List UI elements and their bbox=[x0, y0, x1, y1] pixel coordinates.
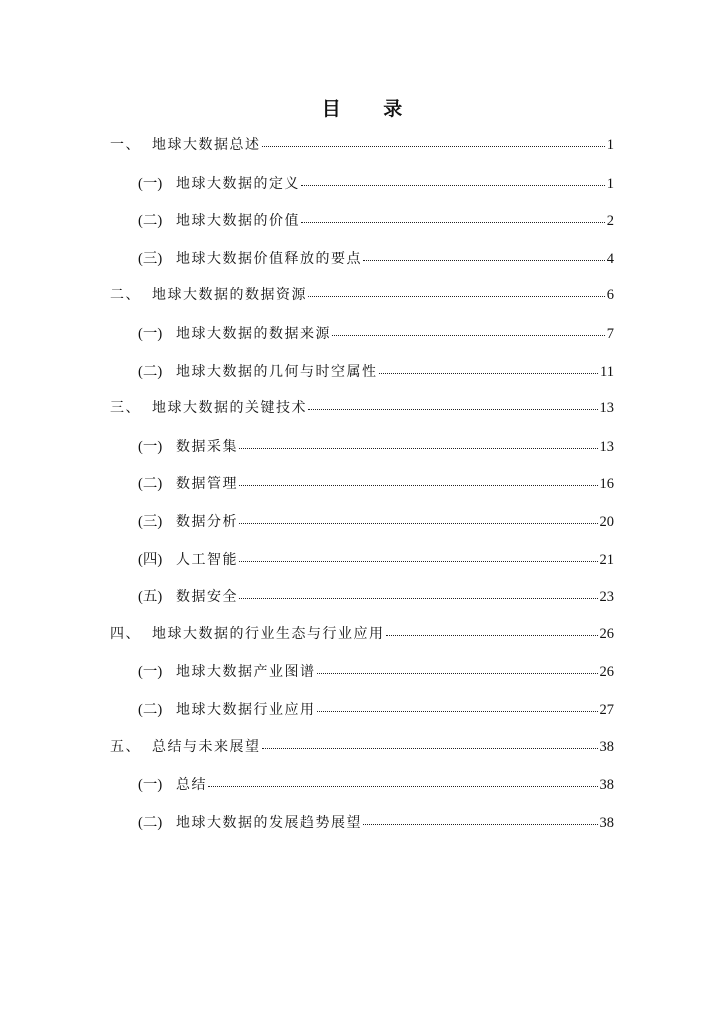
toc-entry-number: (一) bbox=[138, 664, 163, 681]
toc-section-entry[interactable] bbox=[110, 736, 614, 760]
toc-entry-number: 一、 bbox=[110, 137, 141, 153]
toc-subsection-entry[interactable] bbox=[138, 510, 614, 534]
toc-subsection-entry[interactable] bbox=[138, 773, 614, 797]
toc-entry-label: 数据采集 bbox=[176, 438, 238, 455]
toc-entry-page-number: 20 bbox=[599, 514, 614, 530]
toc-dot-leader bbox=[332, 324, 605, 338]
toc-dot-leader bbox=[308, 398, 598, 412]
toc-entry-number: 五、 bbox=[110, 738, 141, 755]
toc-dot-leader bbox=[262, 135, 605, 149]
toc-subsection-entry[interactable] bbox=[138, 360, 614, 384]
toc-entry-number: (一) bbox=[138, 438, 163, 455]
toc-entry-page-number: 11 bbox=[600, 363, 614, 380]
toc-subsection-entry[interactable] bbox=[138, 247, 614, 271]
toc-dot-leader bbox=[239, 587, 598, 601]
toc-dot-leader bbox=[386, 624, 598, 638]
toc-entry-page-number: 26 bbox=[599, 664, 614, 681]
toc-dot-leader bbox=[301, 211, 605, 225]
toc-subsection-entry[interactable] bbox=[138, 435, 614, 459]
toc-subsection-entry[interactable] bbox=[138, 660, 614, 684]
toc-title: 目 录 bbox=[321, 98, 421, 120]
toc-entry-label: 地球大数据的价值 bbox=[176, 213, 300, 230]
toc-dot-leader bbox=[363, 249, 605, 263]
toc-entry-label: 数据安全 bbox=[176, 589, 238, 606]
toc-dot-leader bbox=[239, 437, 598, 451]
toc-entry-page-number: 27 bbox=[599, 702, 614, 718]
toc-entry-page-number: 7 bbox=[606, 326, 614, 342]
toc-subsection-entry[interactable] bbox=[138, 811, 614, 835]
toc-entry-page-number: 6 bbox=[606, 287, 614, 304]
toc-entry-label: 总结 bbox=[176, 777, 207, 794]
toc-entry-number: (四) bbox=[138, 551, 163, 568]
toc-subsection-entry[interactable] bbox=[138, 209, 614, 233]
toc-entry-page-number: 23 bbox=[599, 589, 614, 606]
toc-dot-leader bbox=[208, 775, 598, 789]
toc-entry-number: (一) bbox=[138, 777, 163, 794]
toc-entry-label: 数据分析 bbox=[176, 514, 238, 530]
toc-entry-page-number: 4 bbox=[606, 250, 614, 267]
toc-subsection-entry[interactable] bbox=[138, 322, 614, 346]
toc-entry-number: 四、 bbox=[110, 625, 141, 642]
toc-dot-leader bbox=[317, 700, 598, 714]
toc-dot-leader bbox=[262, 737, 598, 751]
toc-entry-label: 地球大数据产业图谱 bbox=[176, 664, 316, 681]
toc-entry-number: (二) bbox=[138, 476, 163, 493]
toc-entry-label: 地球大数据的几何与时空属性 bbox=[176, 363, 378, 380]
toc-section-entry[interactable] bbox=[110, 623, 614, 647]
toc-entry-page-number: 16 bbox=[599, 476, 614, 493]
toc-entry-number: 二、 bbox=[110, 287, 141, 304]
toc-entry-number: (三) bbox=[138, 250, 163, 267]
toc-dot-leader bbox=[239, 474, 598, 488]
toc-subsection-entry[interactable] bbox=[138, 698, 614, 722]
toc-entry-label: 地球大数据行业应用 bbox=[176, 702, 316, 718]
toc-dot-leader bbox=[317, 662, 598, 676]
toc-entry-page-number: 1 bbox=[606, 175, 614, 192]
toc-entry-label: 地球大数据的关键技术 bbox=[152, 400, 307, 417]
toc-entry-page-number: 38 bbox=[599, 814, 614, 831]
toc-subsection-entry[interactable] bbox=[138, 172, 614, 196]
toc-subsection-entry[interactable] bbox=[138, 548, 614, 572]
toc-entry-page-number: 21 bbox=[599, 551, 614, 568]
toc-entry-page-number: 1 bbox=[606, 137, 614, 153]
toc-entry-page-number: 38 bbox=[599, 738, 614, 755]
toc-entry-label: 人工智能 bbox=[176, 551, 238, 568]
toc-section-entry[interactable] bbox=[110, 134, 614, 158]
toc-entry-label: 地球大数据的数据来源 bbox=[176, 326, 331, 342]
toc-subsection-entry[interactable] bbox=[138, 585, 614, 609]
toc-section-entry[interactable] bbox=[110, 397, 614, 421]
toc-entry-number: (二) bbox=[138, 363, 163, 380]
toc-entry-page-number: 38 bbox=[599, 777, 614, 794]
toc-section-entry[interactable] bbox=[110, 284, 614, 308]
toc-entry-number: (五) bbox=[138, 589, 163, 606]
toc-entry-label: 地球大数据的数据资源 bbox=[152, 287, 307, 304]
toc-entry-label: 地球大数据价值释放的要点 bbox=[176, 250, 362, 267]
toc-entry-page-number: 13 bbox=[599, 400, 614, 417]
toc-entry-number: (一) bbox=[138, 326, 163, 342]
toc-entry-label: 地球大数据的发展趋势展望 bbox=[176, 814, 362, 831]
toc-entry-label: 地球大数据的定义 bbox=[176, 175, 300, 192]
toc-entry-label: 地球大数据的行业生态与行业应用 bbox=[152, 625, 385, 642]
toc-entry-number: (三) bbox=[138, 514, 163, 530]
toc-dot-leader bbox=[308, 285, 605, 299]
toc-dot-leader bbox=[301, 174, 605, 188]
toc-dot-leader bbox=[239, 550, 598, 564]
toc-entry-label: 总结与未来展望 bbox=[152, 738, 261, 755]
toc-entry-label: 地球大数据总述 bbox=[152, 137, 261, 153]
toc-entry-number: 三、 bbox=[110, 400, 141, 417]
toc-subsection-entry[interactable] bbox=[138, 472, 614, 496]
toc-entry-number: (二) bbox=[138, 702, 163, 718]
toc-dot-leader bbox=[379, 362, 599, 376]
toc-entry-number: (二) bbox=[138, 814, 163, 831]
toc-entry-page-number: 13 bbox=[599, 438, 614, 455]
toc-entry-number: (二) bbox=[138, 213, 163, 230]
toc-dot-leader bbox=[363, 813, 598, 827]
toc-entry-number: (一) bbox=[138, 175, 163, 192]
toc-dot-leader bbox=[239, 512, 598, 526]
toc-entry-page-number: 2 bbox=[606, 213, 614, 230]
toc-entry-page-number: 26 bbox=[599, 625, 614, 642]
toc-entry-label: 数据管理 bbox=[176, 476, 238, 493]
